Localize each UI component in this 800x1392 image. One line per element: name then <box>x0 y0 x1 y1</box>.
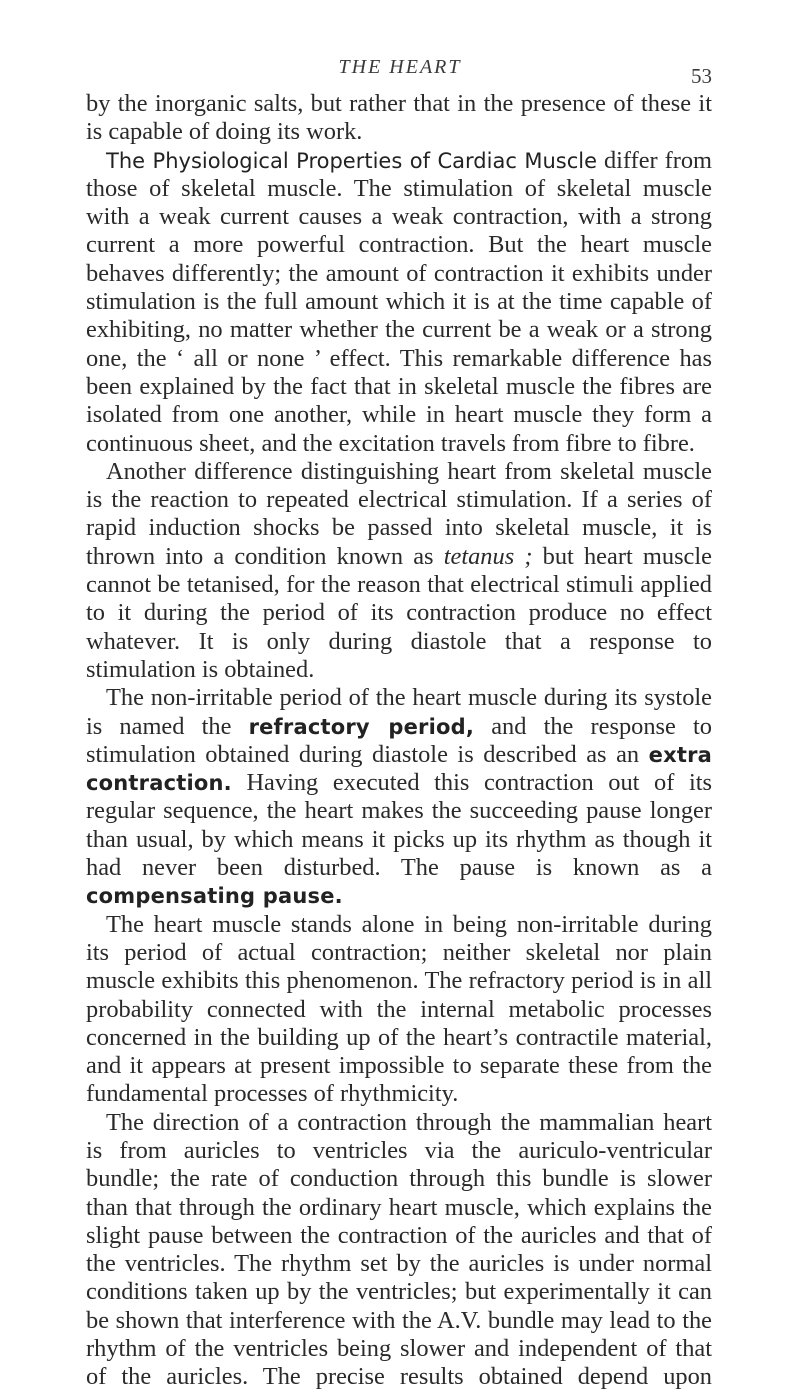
paragraph-text: The direction of a contraction through the mammalian heart is from auricles to ventricles via the auriculo-ventricular bundle; the rate of conduction through this bundle is slower than that through the ordinary heart muscle, which explains the slight pause between the contraction of the auricles and that of the ventricles. The rhythm set by the auricles is under normal conditions taken up by the ventricles; but experimentally it can be shown that interference with the A.V. bundle may lead to the rhythm of the ventricles being slower and independent of that of the auricles. The precise results obtained depend upon <box>86 1108 712 1391</box>
running-title: THE HEART <box>338 56 462 78</box>
paragraph-text: The heart muscle stands alone in being non-irritable during its period of actual contraction; neither skeletal nor plain muscle exhibits this phenomenon. The refractory period is in all probability connected with the internal metabolic processes concerned in the building up of the heart’s contractile material, and it appears at present impossible to separate these from the fundamental processes of rhythmicity. <box>86 910 712 1108</box>
paragraph-text: Having executed this contraction out of its regular sequence, the heart makes the succeeding pause longer than usual, by which means it picks up its rhythm as though it had never been disturbed. The pause is known as a <box>86 769 712 882</box>
paragraph-text: This remarkable difference has been explained by the fact that in skeletal muscle the fibres are isolated from one another, while in heart muscle they form a continuous sheet, and the excitation travels from fibre to fibre. <box>86 344 712 457</box>
paragraph-text: but heart muscle cannot be tetanised, for the reason that electrical stimuli applied to it during the period of its contraction produce no effect whatever. It is only during diastole that a response to stimulation is obtained. <box>86 542 712 683</box>
bold-term: extra contraction. <box>86 742 712 796</box>
paragraph-continuation <box>86 90 712 147</box>
paragraph-non-irritable <box>86 911 712 1109</box>
body-text <box>86 90 712 1392</box>
quoted-phrase: ‘ all or none ’ effect. <box>175 344 391 372</box>
paragraph-physiological-properties <box>86 147 712 458</box>
paragraph-direction-of-contraction <box>86 1109 712 1392</box>
paragraph-text: The non-irritable period of the heart muscle during its systole is named the <box>86 684 712 740</box>
italic-term: tetanus ; <box>443 542 533 570</box>
page-number: 53 <box>691 64 712 88</box>
section-term: The Physiological Properties of Cardiac Muscle <box>106 148 598 173</box>
paragraph-refractory-period <box>86 684 712 910</box>
paragraph-text: Another difference distinguishing heart from skeletal muscle is the reaction to repeated electrical stimulation. If a series of rapid induction shocks be passed into skeletal muscle, it is thrown into a condition known as <box>86 457 712 570</box>
paragraph-text: by the inorganic salts, but rather that in the presence of these it is capable of doing its work. <box>86 90 712 146</box>
running-head <box>0 56 800 86</box>
paragraph-text: differ from those of skeletal muscle. The stimulation of skeletal muscle with a weak current causes a weak contraction, with a strong current a more powerful contraction. But the heart muscle behaves differently; the amount of contraction it exhibits under stimulation is the full amount which it is at the time capable of exhibiting, no matter whether the current be a weak or a strong one, the <box>86 146 712 372</box>
paragraph-text: and the response to stimulation obtained during diastole is described as an <box>86 712 712 768</box>
bold-term: refractory period, <box>248 714 475 739</box>
bold-term: compensating pause. <box>86 884 343 909</box>
paragraph-tetanus <box>86 458 712 684</box>
